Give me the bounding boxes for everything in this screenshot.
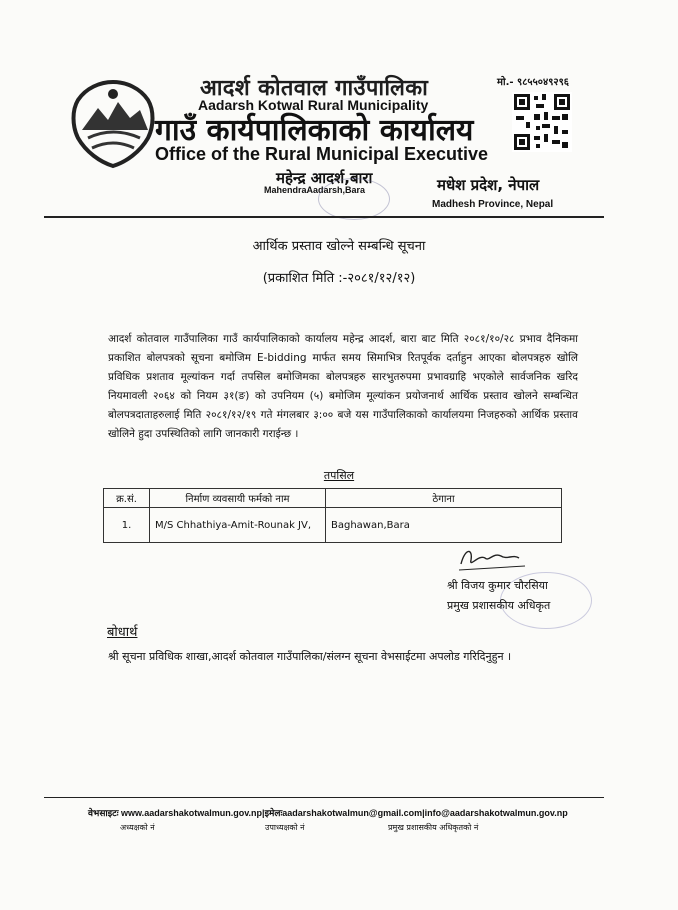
table-header-row — [104, 489, 562, 508]
table-cell: 1. — [104, 508, 150, 543]
province-nepali: मधेश प्रदेश, नेपाल — [437, 176, 540, 194]
footer-chair-number: अध्यक्षको नं — [120, 823, 155, 832]
cc-line: श्री सूचना प्रविधिक शाखा,आदर्श कोतवाल गाउँपालिका/संलग्न सूचना वेभसाईटमा अपलोड गरिदिनुहुन । — [108, 650, 512, 663]
header-divider — [44, 216, 604, 218]
table-row — [104, 508, 562, 543]
office-name-english: Office of the Rural Municipal Executive — [155, 144, 489, 164]
municipality-name-english: Aadarsh Kotwal Rural Municipality — [198, 97, 429, 113]
column-header: ठेगाना — [326, 489, 562, 508]
cc-heading: बोधार्थ — [107, 625, 138, 640]
tapsil-heading: तपसिल — [323, 469, 355, 482]
column-header: निर्माण व्यवसायी फर्मको नाम — [150, 489, 326, 508]
signature-scrawl — [455, 544, 535, 574]
municipality-name-nepali: आदर्श कोतवाल गाउँपालिका — [200, 76, 429, 101]
municipality-logo — [68, 78, 158, 170]
notice-body: आदर्श कोतवाल गाउँपालिका गाउँ कार्यपालिकाको कार्यालय महेन्द्र आदर्श, बारा बाट मिति २०८१/१०/२८ प्रभाव दैनिकमा प्रकाशित बोलपत्रको सूचना बमोजिम E-bidding मार्फत समय सिमाभित्र रितपूर्वक दर्ताहुन आएका बोलपत्रहरु खोलि प्रविधिक प्रशताव मूल्यांकन गर्दा तपसिल बमोजिमका बोलपत्रहरु सारभुतरुपमा प्रभावग्राहि भएकोले सार्वजनिक खरिद नियमावली २०६४ को नियम ३१(ङ) को उपनियम (५) बमोजिम मूल्यांकन प्रयोजनार्थ आर्थिक प्रस्ताव खोलने सम्बन्धित बोलपत्रदाताहरुलाई मिति २०८१/१२/१९ गते मंगलबार ३:०० बजे यस गाउँपालिकाको कार्यालयमा निजहरुको आर्थिक प्रस्ताव खोलिने हुदा उपस्थितिको लागि जानकारी गराईन्छ । — [108, 333, 578, 440]
signatory-title: प्रमुख प्रशासकीय अधिकृत — [447, 599, 551, 612]
office-stamp — [318, 178, 390, 220]
province-english: Madhesh Province, Nepal — [432, 199, 554, 210]
published-date: (प्रकाशित मिति :-२०८१/१२/१२) — [262, 271, 416, 286]
location-nepali: महेन्द्र आदर्श,बारा — [276, 169, 373, 187]
office-name-nepali: गाउँ कार्यपालिकाको कार्यालय — [155, 113, 474, 148]
table-cell: M/S Chhathiya-Amit-Rounak JV, — [150, 508, 326, 543]
footer-cao-number: प्रमुख प्रशासकीय अधिकृतको नं — [388, 823, 479, 832]
table-cell: Baghawan,Bara — [326, 508, 562, 543]
mobile-number: मो.- ९८५५०४९२९६ — [497, 77, 570, 88]
footer-divider — [44, 797, 604, 798]
column-header: क्र.सं. — [104, 489, 150, 508]
footer-contact: वेभसाइटः www.aadarshakotwalmun.gov.np|इमेलःaadarshakotwalmun@gmail.com|info@aadarshakotwalmun.gov.np — [88, 808, 568, 818]
notice-subject: आर्थिक प्रस्ताव खोल्ने सम्बन्धि सूचना — [252, 239, 426, 254]
footer-vice-chair-number: उपाध्यक्षको नं — [265, 823, 305, 832]
bidder-table — [103, 488, 562, 543]
location-english: MahendraAadarsh,Bara — [264, 185, 366, 195]
signatory-name: श्री विजय कुमार चौरसिया — [447, 579, 548, 592]
qr-code-icon — [512, 92, 572, 152]
